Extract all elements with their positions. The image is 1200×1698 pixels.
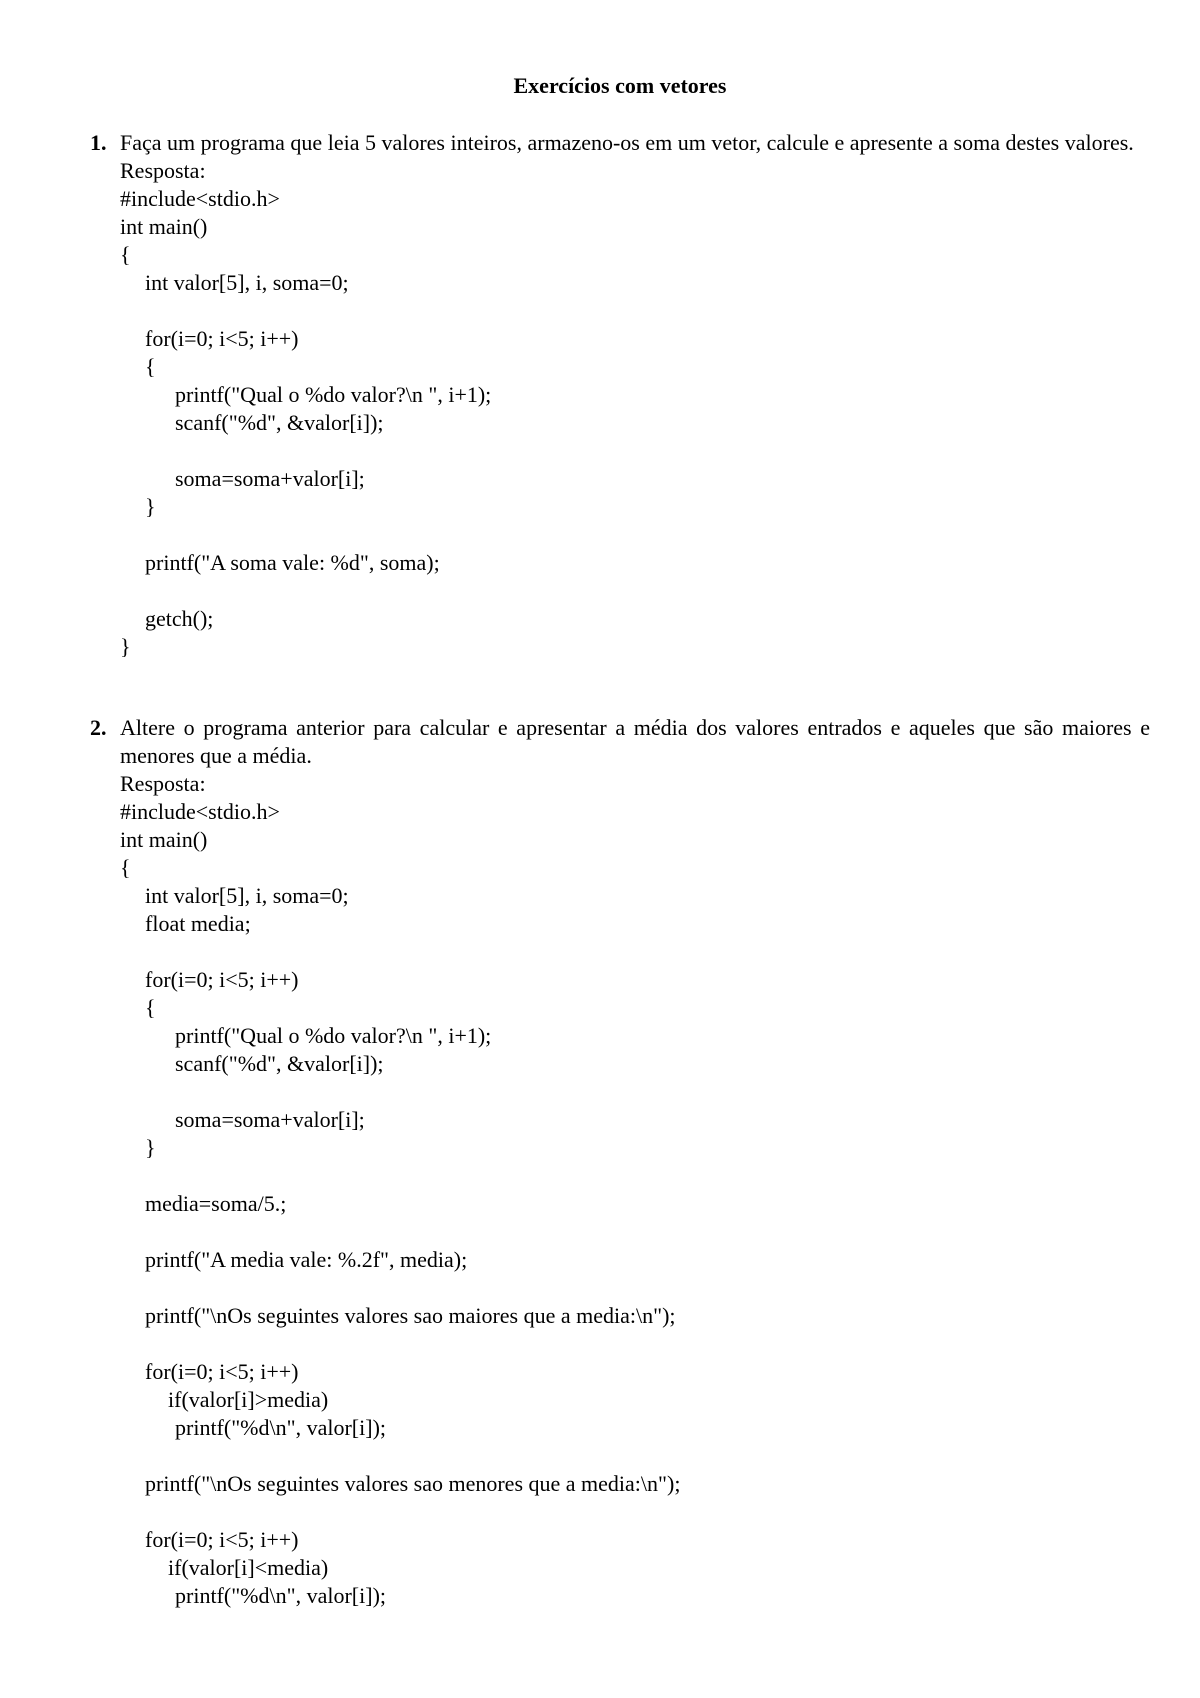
code-line: scanf("%d", &valor[i]); — [175, 410, 384, 435]
code-line — [120, 1442, 1150, 1470]
document-title: Exercícios com vetores — [513, 73, 727, 98]
answer-label: Resposta: — [120, 158, 206, 183]
code-line — [120, 297, 1150, 325]
code-line: for(i=0; i<5; i++) — [145, 967, 299, 992]
exercise-1 — [90, 129, 1150, 661]
code-line: int main() — [120, 827, 208, 852]
code-line: { — [145, 995, 156, 1020]
exercise-body — [120, 129, 1150, 661]
code-line: for(i=0; i<5; i++) — [145, 1527, 299, 1552]
exercise-statement: Altere o programa anterior para calcular e apresentar a média dos valores entrados e aqueles que são maiores e menores que a média. — [120, 715, 1150, 768]
code-line — [120, 1274, 1150, 1302]
code-line: if(valor[i]<media) — [168, 1555, 329, 1580]
code-line: #include<stdio.h> — [120, 186, 280, 211]
code-line — [120, 1078, 1150, 1106]
code-line: } — [120, 634, 131, 659]
answer-label: Resposta: — [120, 771, 206, 796]
code-line: printf("A media vale: %.2f", media); — [145, 1247, 468, 1272]
code-line — [120, 938, 1150, 966]
code-line: #include<stdio.h> — [120, 799, 280, 824]
code-line: media=soma/5.; — [145, 1191, 287, 1216]
code-line — [120, 521, 1150, 549]
code-block — [120, 185, 1150, 661]
code-line: soma=soma+valor[i]; — [175, 1107, 365, 1132]
code-line: printf("%d\n", valor[i]); — [175, 1583, 387, 1608]
code-line: float media; — [145, 911, 251, 936]
code-line: } — [145, 494, 156, 519]
code-line: int main() — [120, 214, 208, 239]
code-line: } — [145, 1135, 156, 1160]
code-line: int valor[5], i, soma=0; — [145, 270, 349, 295]
code-line: int valor[5], i, soma=0; — [145, 883, 349, 908]
code-line: scanf("%d", &valor[i]); — [175, 1051, 384, 1076]
code-line: for(i=0; i<5; i++) — [145, 326, 299, 351]
code-line: printf("Qual o %do valor?\n ", i+1); — [175, 1023, 492, 1048]
code-line: getch(); — [145, 606, 214, 631]
code-line — [120, 1218, 1150, 1246]
code-line — [120, 1498, 1150, 1526]
exercise-statement: Faça um programa que leia 5 valores inteiros, armazeno-os em um vetor, calcule e apresente a soma destes valores. — [120, 130, 1134, 155]
code-line — [120, 437, 1150, 465]
code-line: soma=soma+valor[i]; — [175, 466, 365, 491]
code-line: printf("\nOs seguintes valores sao maiores que a media:\n"); — [145, 1303, 676, 1328]
code-line: if(valor[i]>media) — [168, 1387, 329, 1412]
exercise-number: 2. — [90, 715, 107, 740]
exercise-body — [120, 714, 1150, 1610]
code-line — [120, 1330, 1150, 1358]
code-line — [120, 1162, 1150, 1190]
code-line: printf("\nOs seguintes valores sao menores que a media:\n"); — [145, 1471, 681, 1496]
code-line: printf("%d\n", valor[i]); — [175, 1415, 387, 1440]
code-line: printf("Qual o %do valor?\n ", i+1); — [175, 382, 492, 407]
code-line: { — [145, 354, 156, 379]
code-block — [120, 798, 1150, 1610]
code-line: printf("A soma vale: %d", soma); — [145, 550, 440, 575]
code-line: { — [120, 855, 131, 880]
exercise-number: 1. — [90, 130, 107, 155]
exercise-2 — [90, 714, 1150, 1610]
code-line — [120, 577, 1150, 605]
code-line: { — [120, 242, 131, 267]
code-line: for(i=0; i<5; i++) — [145, 1359, 299, 1384]
